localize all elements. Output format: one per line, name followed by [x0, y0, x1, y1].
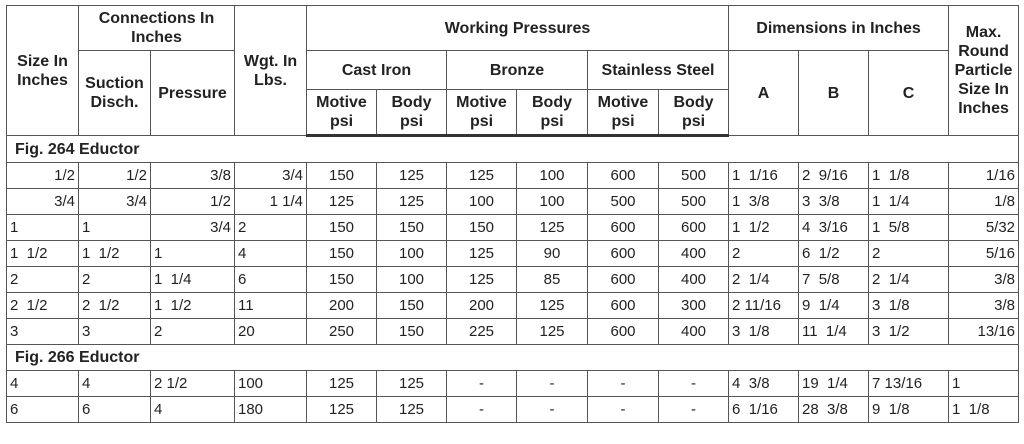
cell-bronze-body: -	[517, 397, 588, 423]
section-title: Fig. 264 Eductor	[7, 136, 1019, 163]
cell-cast-iron-body: 150	[377, 215, 447, 241]
cell-cast-iron-motive: 150	[307, 215, 377, 241]
header-working-pressures: Working Pressures	[307, 6, 729, 51]
cell-stainless-body: 600	[659, 215, 729, 241]
cell-size: 2 1/2	[7, 293, 79, 319]
cell-bronze-motive: -	[447, 371, 517, 397]
table-row	[7, 189, 1019, 215]
cell-cast-iron-body: 100	[377, 267, 447, 293]
table-row	[7, 215, 1019, 241]
cell-suction: 2	[79, 267, 151, 293]
cell-cast-iron-motive: 200	[307, 293, 377, 319]
cell-bronze-motive: -	[447, 397, 517, 423]
cell-cast-iron-body: 150	[377, 293, 447, 319]
cell-max-particle: 3/8	[949, 293, 1019, 319]
cell-max-particle: 3/8	[949, 267, 1019, 293]
table-row	[7, 163, 1019, 189]
table-row	[7, 293, 1019, 319]
cell-dim-c: 1 1/4	[869, 189, 949, 215]
cell-dim-a: 4 3/8	[729, 371, 799, 397]
header-cast-iron-body: Body psi	[377, 90, 447, 136]
cell-pressure: 3/4	[151, 215, 235, 241]
cell-stainless-body: 500	[659, 163, 729, 189]
cell-weight: 180	[235, 397, 307, 423]
cell-cast-iron-body: 100	[377, 241, 447, 267]
cell-max-particle: 13/16	[949, 319, 1019, 345]
cell-pressure: 2	[151, 319, 235, 345]
cell-bronze-body: 125	[517, 319, 588, 345]
cell-weight: 1 1/4	[235, 189, 307, 215]
cell-stainless-motive: 600	[588, 267, 659, 293]
cell-weight: 100	[235, 371, 307, 397]
header-dim-c: C	[869, 51, 949, 136]
eductor-spec-table	[6, 5, 1019, 423]
cell-suction: 3	[79, 319, 151, 345]
cell-cast-iron-body: 150	[377, 319, 447, 345]
cell-size: 6	[7, 397, 79, 423]
cell-dim-c: 1 5/8	[869, 215, 949, 241]
table-row	[7, 267, 1019, 293]
header-stainless-steel: Stainless Steel	[588, 51, 729, 90]
cell-size: 3	[7, 319, 79, 345]
cell-weight: 20	[235, 319, 307, 345]
header-stainless-body: Body psi	[659, 90, 729, 136]
header-weight: Wgt. In Lbs.	[235, 6, 307, 136]
cell-dim-a: 2 11/16	[729, 293, 799, 319]
cell-weight: 3/4	[235, 163, 307, 189]
cell-bronze-motive: 150	[447, 215, 517, 241]
cell-pressure: 1 1/4	[151, 267, 235, 293]
cell-bronze-motive: 125	[447, 163, 517, 189]
cell-dim-c: 9 1/8	[869, 397, 949, 423]
cell-cast-iron-motive: 150	[307, 267, 377, 293]
cell-bronze-body: 100	[517, 189, 588, 215]
cell-pressure: 4	[151, 397, 235, 423]
cell-dim-a: 2 1/4	[729, 267, 799, 293]
table-row	[7, 241, 1019, 267]
cell-cast-iron-motive: 125	[307, 397, 377, 423]
cell-stainless-motive: 600	[588, 241, 659, 267]
cell-cast-iron-motive: 250	[307, 319, 377, 345]
cell-dim-c: 3 1/8	[869, 293, 949, 319]
cell-size: 2	[7, 267, 79, 293]
cell-pressure: 1 1/2	[151, 293, 235, 319]
cell-bronze-motive: 200	[447, 293, 517, 319]
cell-stainless-motive: 600	[588, 319, 659, 345]
cell-dim-a: 2	[729, 241, 799, 267]
cell-stainless-body: 400	[659, 267, 729, 293]
cell-dim-b: 4 3/16	[799, 215, 869, 241]
header-cast-iron-motive: Motive psi	[307, 90, 377, 136]
cell-dim-a: 6 1/16	[729, 397, 799, 423]
cell-stainless-body: 400	[659, 241, 729, 267]
cell-dim-b: 2 9/16	[799, 163, 869, 189]
cell-cast-iron-motive: 150	[307, 163, 377, 189]
cell-bronze-body: 125	[517, 215, 588, 241]
cell-suction: 4	[79, 371, 151, 397]
header-dim-b: B	[799, 51, 869, 136]
cell-stainless-body: 300	[659, 293, 729, 319]
cell-bronze-motive: 225	[447, 319, 517, 345]
section-header-row	[7, 345, 1019, 371]
cell-bronze-body: 85	[517, 267, 588, 293]
table-row	[7, 397, 1019, 423]
cell-dim-c: 1 1/8	[869, 163, 949, 189]
cell-weight: 4	[235, 241, 307, 267]
table-row	[7, 371, 1019, 397]
cell-dim-a: 1 1/2	[729, 215, 799, 241]
cell-weight: 2	[235, 215, 307, 241]
cell-bronze-motive: 100	[447, 189, 517, 215]
cell-suction: 3/4	[79, 189, 151, 215]
cell-stainless-body: 500	[659, 189, 729, 215]
cell-dim-b: 11 1/4	[799, 319, 869, 345]
cell-dim-a: 1 1/16	[729, 163, 799, 189]
cell-bronze-body: -	[517, 371, 588, 397]
header-pressure: Pressure	[151, 51, 235, 136]
cell-stainless-motive: 600	[588, 163, 659, 189]
header-max-particle: Max. Round Particle Size In Inches	[949, 6, 1019, 136]
cell-stainless-motive: -	[588, 371, 659, 397]
cell-max-particle: 1	[949, 371, 1019, 397]
cell-dim-b: 3 3/8	[799, 189, 869, 215]
cell-size: 3/4	[7, 189, 79, 215]
cell-stainless-body: -	[659, 371, 729, 397]
header-bronze-body: Body psi	[517, 90, 588, 136]
cell-dim-b: 19 1/4	[799, 371, 869, 397]
cell-suction: 1/2	[79, 163, 151, 189]
eductor-spec-table-wrapper	[6, 5, 1019, 423]
cell-size: 1 1/2	[7, 241, 79, 267]
header-connections: Connections In Inches	[79, 6, 235, 51]
cell-size: 1/2	[7, 163, 79, 189]
cell-dim-b: 28 3/8	[799, 397, 869, 423]
cell-cast-iron-motive: 125	[307, 371, 377, 397]
cell-bronze-motive: 125	[447, 241, 517, 267]
header-dimensions: Dimensions in Inches	[729, 6, 949, 51]
cell-dim-b: 7 5/8	[799, 267, 869, 293]
header-cast-iron: Cast Iron	[307, 51, 447, 90]
cell-suction: 1	[79, 215, 151, 241]
cell-bronze-body: 90	[517, 241, 588, 267]
section-title: Fig. 266 Eductor	[7, 345, 1019, 371]
cell-stainless-body: -	[659, 397, 729, 423]
cell-dim-c: 7 13/16	[869, 371, 949, 397]
cell-max-particle: 1/8	[949, 189, 1019, 215]
cell-bronze-body: 100	[517, 163, 588, 189]
table-row	[7, 319, 1019, 345]
cell-pressure: 1/2	[151, 189, 235, 215]
cell-cast-iron-body: 125	[377, 189, 447, 215]
cell-suction: 6	[79, 397, 151, 423]
header-suction: Suction Disch.	[79, 51, 151, 136]
cell-stainless-body: 400	[659, 319, 729, 345]
section-header-row	[7, 136, 1019, 163]
cell-size: 4	[7, 371, 79, 397]
cell-dim-c: 2 1/4	[869, 267, 949, 293]
cell-pressure: 3/8	[151, 163, 235, 189]
header-size: Size In Inches	[7, 6, 79, 136]
cell-suction: 2 1/2	[79, 293, 151, 319]
cell-dim-c: 3 1/2	[869, 319, 949, 345]
header-dim-a: A	[729, 51, 799, 136]
cell-suction: 1 1/2	[79, 241, 151, 267]
cell-pressure: 1	[151, 241, 235, 267]
header-bronze-motive: Motive psi	[447, 90, 517, 136]
header-bronze: Bronze	[447, 51, 588, 90]
cell-stainless-motive: 500	[588, 189, 659, 215]
cell-cast-iron-body: 125	[377, 371, 447, 397]
cell-dim-b: 9 1/4	[799, 293, 869, 319]
cell-max-particle: 5/32	[949, 215, 1019, 241]
cell-stainless-motive: -	[588, 397, 659, 423]
cell-weight: 11	[235, 293, 307, 319]
cell-stainless-motive: 600	[588, 215, 659, 241]
cell-max-particle: 1 1/8	[949, 397, 1019, 423]
cell-dim-a: 3 1/8	[729, 319, 799, 345]
cell-dim-a: 1 3/8	[729, 189, 799, 215]
cell-cast-iron-body: 125	[377, 163, 447, 189]
cell-cast-iron-body: 125	[377, 397, 447, 423]
cell-dim-b: 6 1/2	[799, 241, 869, 267]
cell-cast-iron-motive: 125	[307, 189, 377, 215]
cell-size: 1	[7, 215, 79, 241]
cell-cast-iron-motive: 150	[307, 241, 377, 267]
cell-max-particle: 1/16	[949, 163, 1019, 189]
cell-bronze-motive: 125	[447, 267, 517, 293]
cell-max-particle: 5/16	[949, 241, 1019, 267]
cell-weight: 6	[235, 267, 307, 293]
header-stainless-motive: Motive psi	[588, 90, 659, 136]
table-body	[7, 136, 1019, 423]
cell-stainless-motive: 600	[588, 293, 659, 319]
cell-bronze-body: 125	[517, 293, 588, 319]
cell-dim-c: 2	[869, 241, 949, 267]
cell-pressure: 2 1/2	[151, 371, 235, 397]
